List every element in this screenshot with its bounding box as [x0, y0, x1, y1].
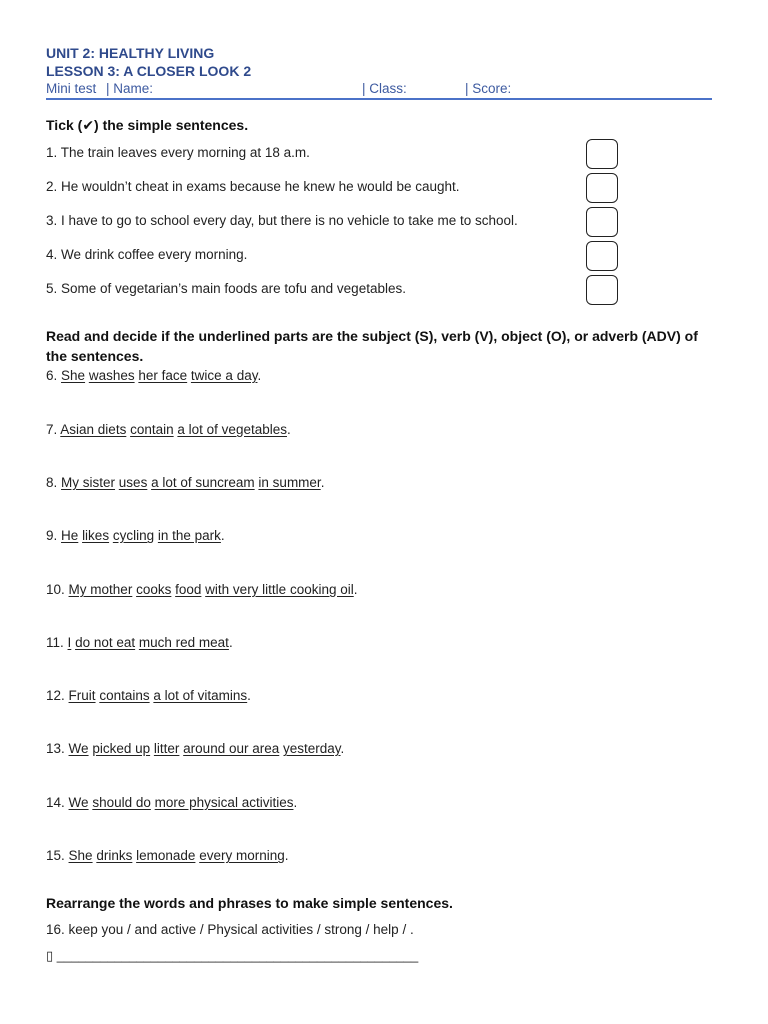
tick-checkbox-1[interactable] [586, 139, 618, 169]
underlined-part: litter [153, 741, 180, 756]
sentence-6: 6. She washes her face twice a day. [46, 368, 262, 383]
underlined-part: in the park [157, 528, 221, 543]
name-label: | Name: [106, 81, 154, 96]
underlined-part: We [68, 741, 89, 756]
underlined-part: picked up [92, 741, 151, 756]
underlined-part: every morning [199, 848, 285, 863]
underlined-part: I [67, 635, 72, 650]
answer-blank: __________________________________________________ [53, 948, 419, 963]
underlined-part: much red meat [138, 635, 229, 650]
underlined-part: around our area [183, 741, 280, 756]
underlined-part: She [61, 368, 86, 383]
score-label: | Score: [465, 81, 512, 96]
sentence-8: 8. My sister uses a lot of suncream in summer. [46, 475, 325, 490]
underlined-part: a lot of suncream [151, 475, 255, 490]
underlined-part: yesterday [283, 741, 341, 756]
underlined-part: more physical activities [154, 795, 294, 810]
sentence-15: 15. She drinks lemonade every morning. [46, 848, 289, 863]
tick-item-5: 5. Some of vegetarian’s main foods are tofu and vegetables. [46, 281, 406, 296]
underlined-part: a lot of vitamins [153, 688, 248, 703]
tick-checkbox-2[interactable] [586, 173, 618, 203]
sentence-14: 14. We should do more physical activities. [46, 795, 298, 810]
underlined-part: cycling [112, 528, 155, 543]
answer-line-16[interactable] [46, 948, 418, 964]
underlined-part: Fruit [68, 688, 96, 703]
rearrange-item-16: 16. keep you / and active / Physical activities / strong / help / . [46, 922, 414, 937]
section3-instruction: Rearrange the words and phrases to make simple sentences. [46, 895, 453, 911]
underlined-part: contains [99, 688, 150, 703]
underlined-part: likes [82, 528, 110, 543]
underlined-part: We [68, 795, 89, 810]
underlined-part: food [175, 582, 202, 597]
underlined-part: My mother [68, 582, 133, 597]
tick-checkbox-3[interactable] [586, 207, 618, 237]
underlined-part: My sister [61, 475, 116, 490]
answer-bullet-icon: ▯ [46, 948, 54, 963]
underlined-part: do not eat [75, 635, 136, 650]
underlined-part: cooks [136, 582, 172, 597]
tick-item-2: 2. He wouldn’t cheat in exams because he knew he would be caught. [46, 179, 460, 194]
tick-checkbox-5[interactable] [586, 275, 618, 305]
underlined-part: twice a day [190, 368, 258, 383]
sentence-10: 10. My mother cooks food with very little cooking oil. [46, 582, 358, 597]
underlined-part: Asian diets [60, 422, 127, 437]
underlined-part: lemonade [136, 848, 196, 863]
tick-item-3: 3. I have to go to school every day, but there is no vehicle to take me to school. [46, 213, 518, 228]
sentence-7: 7. Asian diets contain a lot of vegetables. [46, 422, 291, 437]
underlined-part: contain [130, 422, 174, 437]
tick-item-4: 4. We drink coffee every morning. [46, 247, 248, 262]
underlined-part: with very little cooking oil [205, 582, 354, 597]
section2-instruction: Read and decide if the underlined parts are the subject (S), verb (V), object (O), or adverb (ADV) of the sentences. [46, 328, 698, 364]
mini-test-label: Mini test [46, 81, 97, 96]
underlined-part: should do [92, 795, 151, 810]
underlined-part: He [61, 528, 79, 543]
sentence-11: 11. I do not eat much red meat. [46, 635, 233, 650]
underlined-part: in summer [258, 475, 321, 490]
header-divider [46, 98, 712, 100]
sentence-13: 13. We picked up litter around our area yesterday. [46, 741, 345, 756]
section1-instruction: Tick (✔) the simple sentences. [46, 117, 249, 133]
underlined-part: She [68, 848, 93, 863]
tick-item-1: 1. The train leaves every morning at 18 a.m. [46, 145, 310, 160]
class-label: | Class: [362, 81, 407, 96]
underlined-part: drinks [96, 848, 133, 863]
underlined-part: a lot of vegetables [177, 422, 287, 437]
underlined-part: her face [138, 368, 188, 383]
lesson-title: LESSON 3: A CLOSER LOOK 2 [46, 63, 252, 79]
sentence-9: 9. He likes cycling in the park. [46, 528, 225, 543]
tick-checkbox-4[interactable] [586, 241, 618, 271]
unit-title: UNIT 2: HEALTHY LIVING [46, 45, 215, 61]
sentence-12: 12. Fruit contains a lot of vitamins. [46, 688, 251, 703]
underlined-part: washes [88, 368, 135, 383]
underlined-part: uses [118, 475, 148, 490]
